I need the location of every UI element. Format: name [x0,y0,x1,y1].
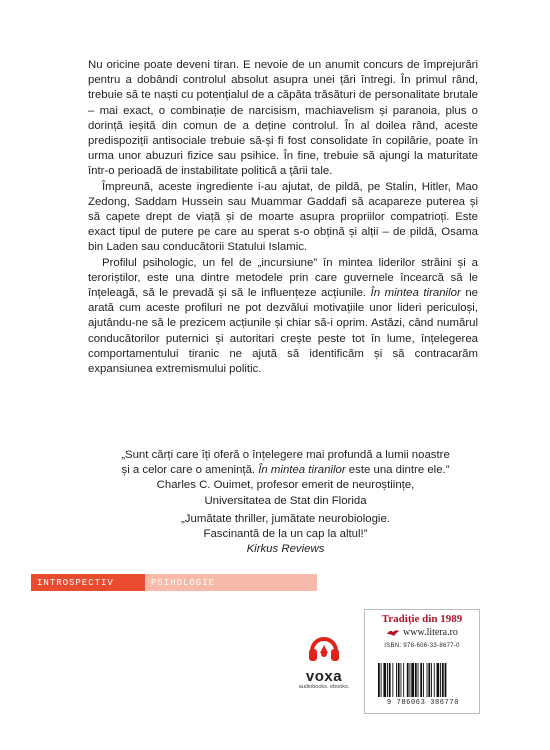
voxa-subtitle: audiobooks. ebooks. [298,684,350,690]
quote-author: Charles C. Ouimet, profesor emerit de neuroștiințe, [156,479,415,492]
publisher-website: www.litera.ro [403,627,458,638]
quote-line: „Jumătate thriller, jumătate neurobiologie. [181,513,390,525]
collection-series: INTROSPECTIV [31,574,145,591]
quote-line: Fascinantă de la un cap la altul!” [203,528,368,541]
paragraph-1: Nu oricine poate deveni tiran. E nevoie de un anumit concurs de împrejurări pentru a dobândi controlul absolut asupra unei țări întregi. În primul rând, trebuie să te naști cu potențialul de a căpăta trăsături de personalitate brutale – mai exact, o combinație de narcisism, machiavelism și paranoia, plus o dorință ieșită din comun de a deține controlul. În al doilea rând, aceste predispoziții antisociale trebuie să-și fi fost consolidate în copilărie, poate în urma unor abuzuri fizice sau psihice. În fine, trebuie să ajungi la maturitate într-o perioadă de instabilitate politică a țării tale. [88,59,478,178]
paragraph-3: Profilul psihologic, un fel de „incursiune” în mintea liderilor străini și a teroriștilor, este una dintre metodele prin care guvernele încearcă să le înțeleagă, să le prevadă și să le influențeze acțiunile. În mintea tiranilor ne arată cum aceste profiluri ne pot dezvălui motivațiile unor lideri periculoși, ajutându-ne să le prezicem acțiunile și chiar să-i oprim. Astăzi, când numărul conducătorilor puternici și autoritari crește peste tot în lume, înțelegerea comportamentului tiranic ne ajută să identificăm și să contracarăm expansiunea extremismului politic. [88,256,479,376]
isbn-label: ISBN: 978-606-33-8677-0 [384,643,460,649]
quote-source: Kirkus Reviews [246,543,325,556]
quote-affiliation: Universitatea de Stat din Florida [204,494,367,507]
blurb-kirkus [88,512,483,558]
publisher-box [364,609,480,714]
litera-bird-icon [386,628,400,638]
collection-category: PSIHOLOGIE [145,574,317,591]
publisher-website-row [365,627,479,638]
barcode-digits: 9 786063 386770 [386,699,459,707]
voxa-brand: voxa [305,668,343,685]
publisher-tagline: Tradiție din 1989 [381,613,463,625]
barcode [377,663,469,697]
voxa-logo [287,631,361,711]
collection-bar [31,574,317,591]
book-title-inline: În mintea tiranilor [258,464,346,477]
paragraph-2: Împreună, aceste ingrediente i-au ajutat, de pildă, pe Stalin, Hitler, Mao Zedong, Saddam Hussein sau Muammar Gaddafi să acapareze puterea și să capete drept de viață și de moarte asupra propriilor compatrioți. Este exact tipul de putere pe care au sperat s-o obțină și alții – de pildă, Osama bin Laden sau conducătorii Statului Islamic. [88,180,478,254]
quote-line: și a celor care o amenință. În mintea tiranilor este una dintre ele.” [121,464,450,477]
quote-line: „Sunt cărți care îți oferă o înțelegere mai profundă a lumii noastre [121,449,450,461]
voxa-headphones-icon [306,631,342,663]
back-cover-description [88,58,478,377]
book-title-inline: În mintea tiranilor [370,287,461,300]
blurb-ouimet [88,448,483,509]
